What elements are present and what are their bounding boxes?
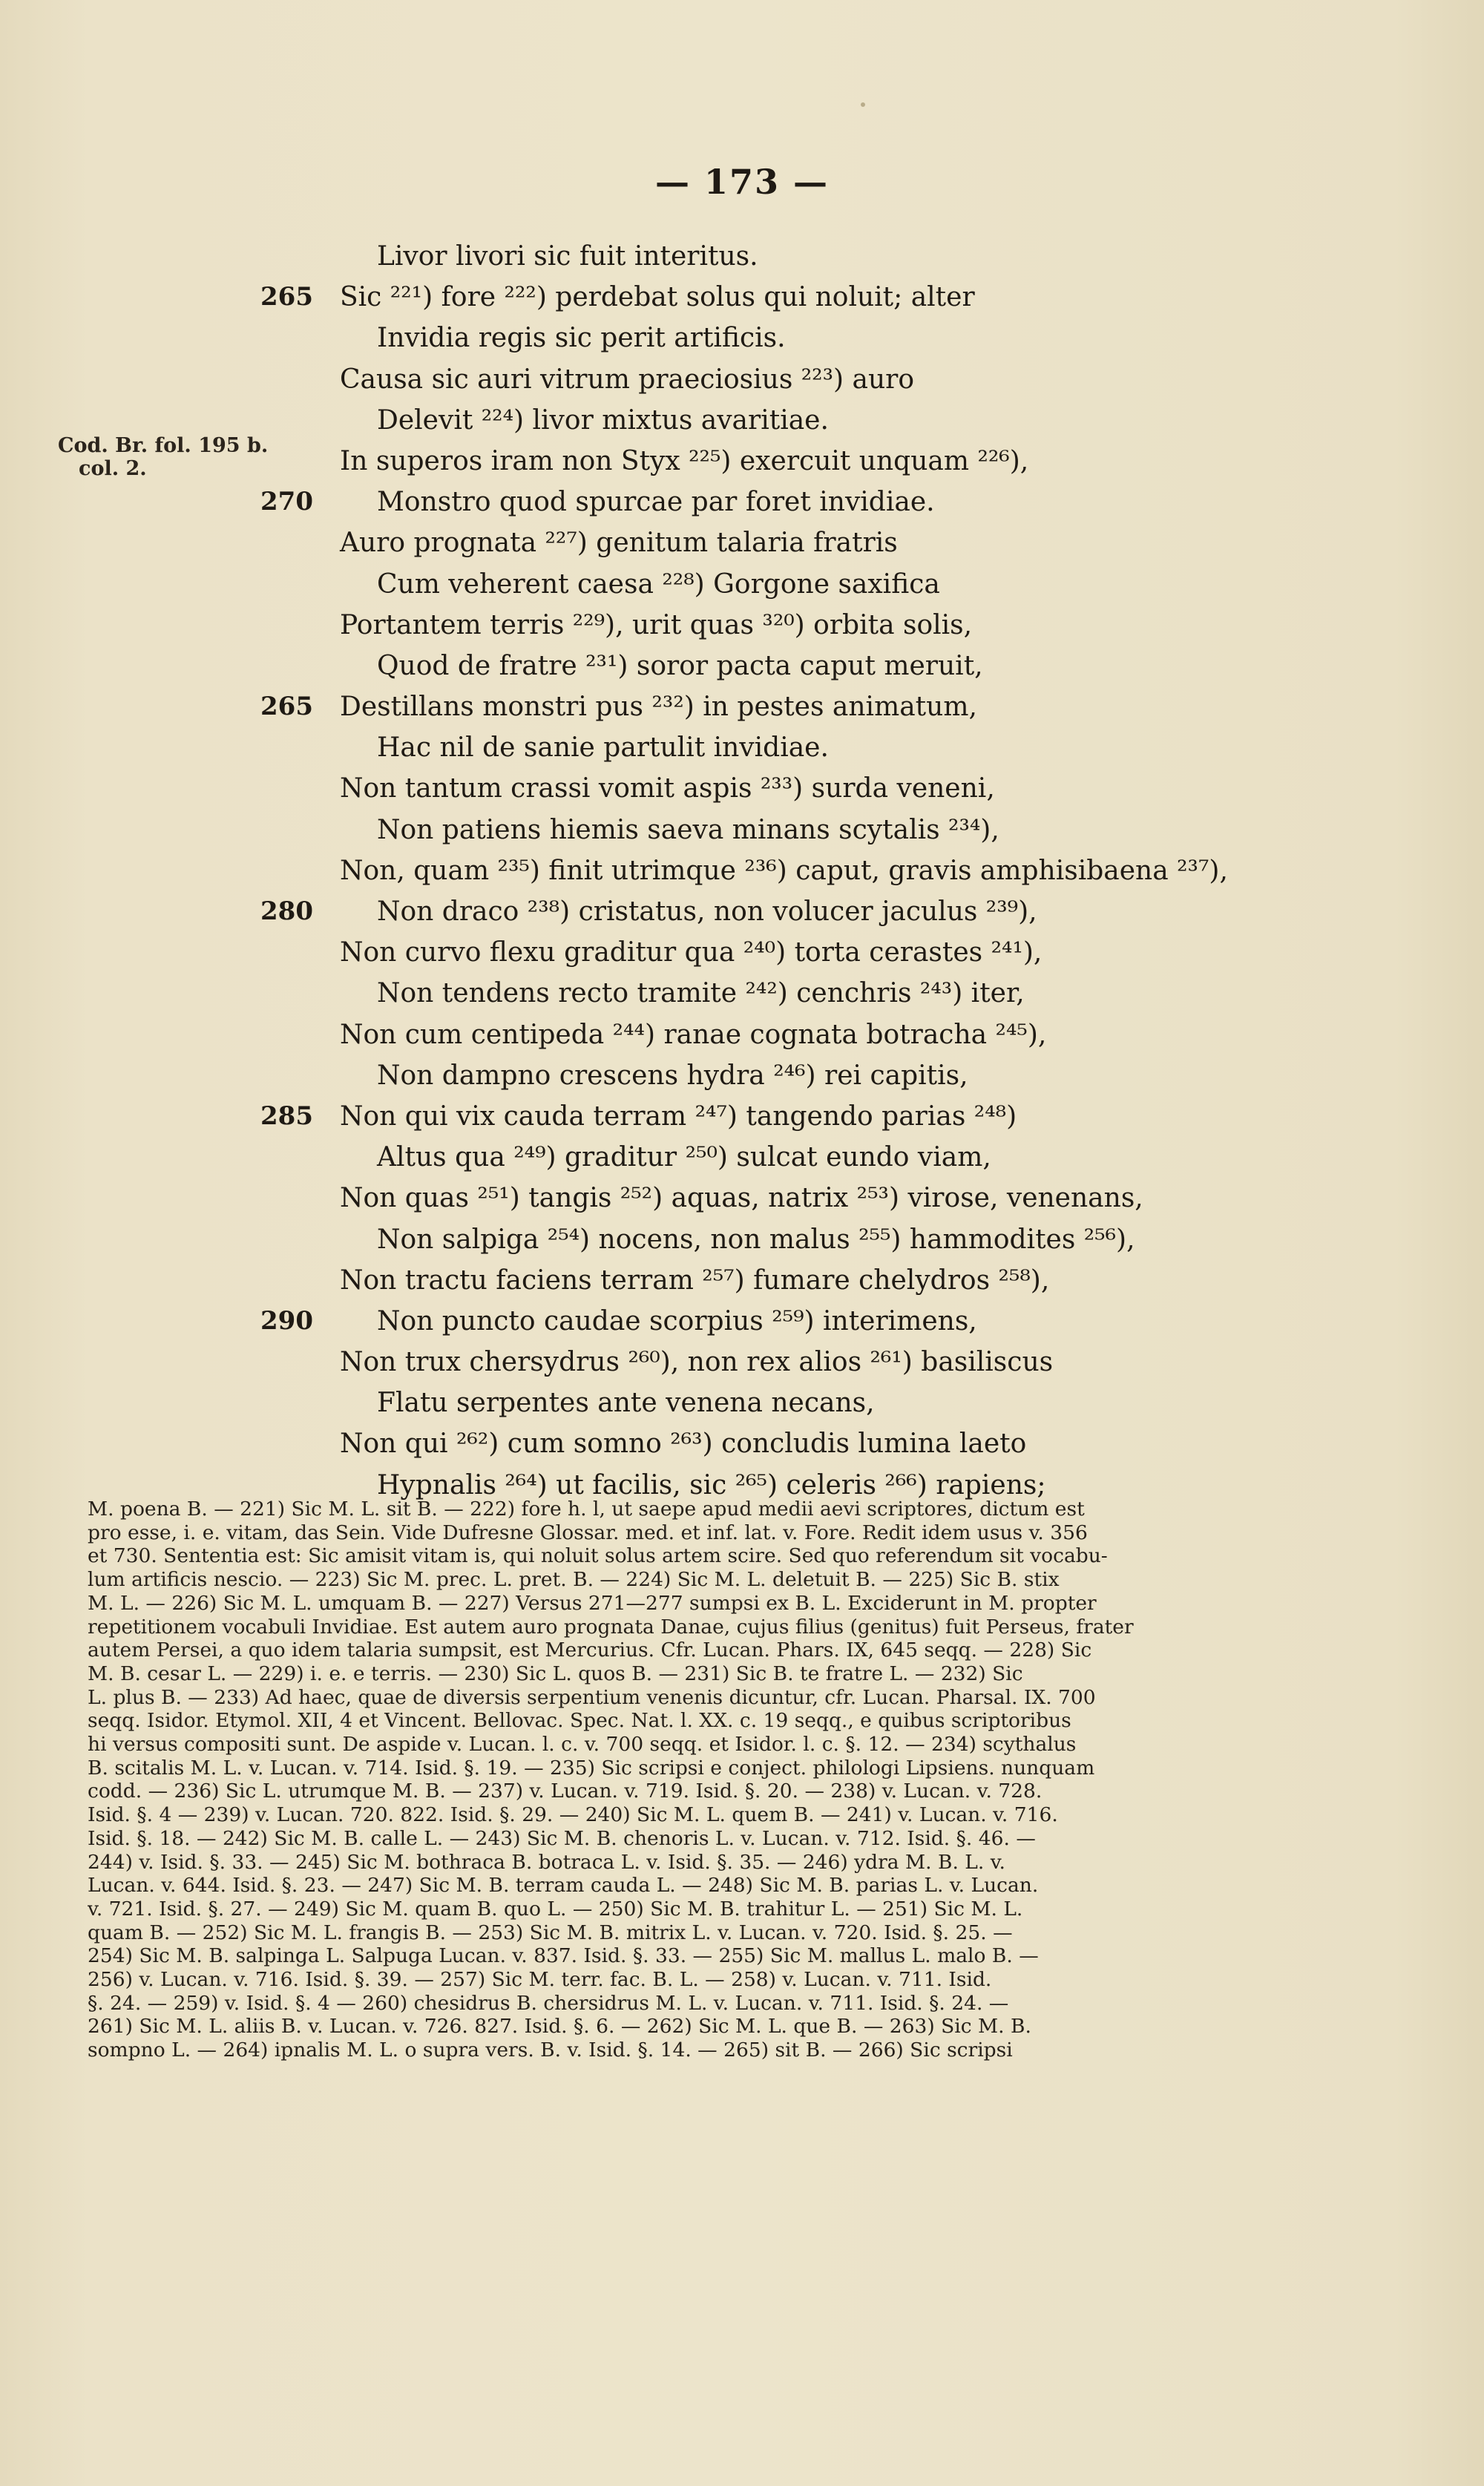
verse-text-line: Sic ²²¹) fore ²²²) perdebat solus qui noluit; alter (340, 282, 975, 313)
footnotes (88, 1498, 1349, 2062)
footnote-line: codd. — 236) Sic L. utrumque M. B. — 237) v. Lucan. v. 719. Isid. §. 20. — 238) v. Lucan. v. 728. (88, 1780, 1043, 1803)
verse-line (0, 850, 1484, 891)
verse-line (0, 891, 1484, 932)
verse-text-line: Flatu serpentes ante venena necans, (377, 1388, 875, 1419)
footnote-line: Isid. §. 4 — 239) v. Lucan. 720. 822. Isid. §. 29. — 240) Sic M. L. quem B. — 241) v. Lucan. v. 716. (88, 1803, 1058, 1827)
verse-text-line: Non tractu faciens terram ²⁵⁷) fumare chelydros ²⁵⁸), (340, 1265, 1050, 1296)
verse-line (0, 686, 1484, 727)
verse-text-line: Non qui vix cauda terram ²⁴⁷) tangendo parias ²⁴⁸) (340, 1101, 1017, 1132)
verse-line (0, 400, 1484, 441)
verse-number: 270 (260, 487, 313, 517)
footnote-line: 254) Sic M. B. salpinga L. Salpuga Lucan. v. 837. Isid. §. 33. — 255) Sic M. mallus L. malo B. — (88, 1944, 1039, 1968)
verse-text-line: Livor livori sic fuit interitus. (377, 241, 758, 272)
verse-line (0, 522, 1484, 563)
footnote-line: v. 721. Isid. §. 27. — 249) Sic M. quam B. quo L. — 250) Sic M. B. trahitur L. — 251) Sic M. L. (88, 1897, 1023, 1921)
verse-text-line: Non patiens hiemis saeva minans scytalis ²³⁴), (377, 814, 999, 845)
manuscript-reference-line: Cod. Br. fol. 195 b. (58, 434, 269, 457)
footnote-line: sompno L. — 264) ipnalis M. L. o supra vers. B. v. Isid. §. 14. — 265) sit B. — 266) Sic scripsi (88, 2039, 1013, 2062)
verse-number: 285 (260, 1101, 313, 1131)
verse-text-line: Non salpiga ²⁵⁴) nocens, non malus ²⁵⁵) hammodites ²⁵⁶), (377, 1224, 1135, 1255)
verse-text-line: Auro prognata ²²⁷) genitum talaria fratris (340, 528, 898, 559)
verse-line (0, 1055, 1484, 1096)
verse-text-line: Non draco ²³⁸) cristatus, non volucer jaculus ²³⁹), (377, 896, 1037, 927)
verse-number: 265 (260, 692, 313, 722)
verse-text-line: Quod de fratre ²³¹) soror pacta caput meruit, (377, 650, 983, 681)
footnote-line: §. 24. — 259) v. Isid. §. 4 — 260) chesidrus B. chersidrus M. L. v. Lucan. v. 711. Isid. §. 24. — (88, 1991, 1009, 2015)
verse-line (0, 1178, 1484, 1219)
footnote-line: M. L. — 226) Sic M. L. umquam B. — 227) Versus 271—277 sumpsi ex B. L. Exciderunt in M. propter (88, 1591, 1097, 1615)
verse-text (0, 236, 1484, 1506)
verse-line (0, 810, 1484, 850)
verse-text-line: Cum veherent caesa ²²⁸) Gorgone saxifica (377, 568, 940, 600)
footnote-line: L. plus B. — 233) Ad haec, quae de diversis serpentium venenis dicuntur, cfr. Lucan. Pharsal. IX. 700 (88, 1685, 1096, 1709)
footnote-line: seqq. Isidor. Etymol. XII, 4 et Vincent. Bellovac. Spec. Nat. l. XX. c. 19 seqq., e quibus scriptoribus (88, 1709, 1071, 1733)
footnote-line: quam B. — 252) Sic M. L. frangis B. — 253) Sic M. B. mitrix L. v. Lucan. v. 720. Isid. §. 25. — (88, 1921, 1013, 1944)
verse-text-line: Destillans monstri pus ²³²) in pestes animatum, (340, 692, 977, 723)
verse-text-line: In superos iram non Styx ²²⁵) exercuit unquam ²²⁶), (340, 445, 1029, 476)
footnote-line: M. B. cesar L. — 229) i. e. e terris. — 230) Sic L. quos B. — 231) Sic B. te fratre L. — 232) Sic (88, 1662, 1023, 1685)
verse-line (0, 1137, 1484, 1178)
verse-text-line: Hac nil de sanie partulit invidiae. (377, 732, 829, 764)
verse-text-line: Non, quam ²³⁵) finit utrimque ²³⁶) caput, gravis amphisibaena ²³⁷), (340, 855, 1228, 886)
footnote-line: 256) v. Lucan. v. 716. Isid. §. 39. — 257) Sic M. terr. fac. B. L. — 258) v. Lucan. v. 711. Isid. (88, 1968, 992, 1992)
verse-line (0, 1219, 1484, 1260)
verse-number: 265 (260, 282, 313, 312)
verse-line (0, 646, 1484, 686)
manuscript-reference-line: col. 2. (79, 457, 147, 480)
footnote-line: repetitionem vocabuli Invidiae. Est autem auro prognata Danae, cujus filius (genitus) fuit Perseus, frater (88, 1615, 1134, 1639)
verse-line (0, 932, 1484, 973)
page-number: — 173 — (654, 162, 830, 202)
verse-line (0, 768, 1484, 809)
verse-text-line: Hypnalis ²⁶⁴) ut facilis, sic ²⁶⁵) celeris ²⁶⁶) rapiens; (377, 1469, 1046, 1501)
footnote-line: Lucan. v. 644. Isid. §. 23. — 247) Sic M. B. terram cauda L. — 248) Sic M. B. parias L. v. Lucan. (88, 1874, 1039, 1898)
verse-line (0, 318, 1484, 358)
verse-line (0, 1301, 1484, 1342)
verse-number: 290 (260, 1305, 313, 1336)
verse-line (0, 564, 1484, 605)
verse-text-line: Causa sic auri vitrum praeciosius ²²³) auro (340, 364, 915, 395)
verse-text-line: Altus qua ²⁴⁹) graditur ²⁵⁰) sulcat eundo viam, (377, 1142, 991, 1173)
verse-text-line: Non curvo flexu graditur qua ²⁴⁰) torta cerastes ²⁴¹), (340, 937, 1043, 968)
verse-text-line: Monstro quod spurcae par foret invidiae. (377, 487, 935, 518)
verse-text-line: Non trux chersydrus ²⁶⁰), non rex alios ²⁶¹) basiliscus (340, 1347, 1054, 1378)
verse-text-line: Portantem terris ²²⁹), urit quas ³²⁰) orbita solis, (340, 609, 973, 640)
verse-text-line: Non qui ²⁶²) cum somno ²⁶³) concludis lumina laeto (340, 1429, 1027, 1460)
footnote-line: M. poena B. — 221) Sic M. L. sit B. — 222) fore h. l, ut saepe apud medii aevi scriptores, dictum est (88, 1498, 1085, 1521)
verse-line (0, 1096, 1484, 1137)
paper-spot (861, 102, 865, 107)
verse-text-line: Invidia regis sic perit artificis. (377, 323, 786, 354)
verse-line (0, 605, 1484, 646)
footnote-line: 261) Sic M. L. aliis B. v. Lucan. v. 726. 827. Isid. §. 6. — 262) Sic M. L. que B. — 263) Sic M. B. (88, 2015, 1031, 2039)
footnote-line: 244) v. Isid. §. 33. — 245) Sic M. bothraca B. botraca L. v. Isid. §. 35. — 246) ydra M. B. L. v. (88, 1850, 1005, 1874)
footnote-line: lum artificis nescio. — 223) Sic M. prec. L. pret. B. — 224) Sic M. L. deletuit B. — 225) Sic B. stix (88, 1568, 1060, 1592)
verse-line (0, 1383, 1484, 1423)
verse-line (0, 441, 1484, 482)
verse-text-line: Non cum centipeda ²⁴⁴) ranae cognata botracha ²⁴⁵), (340, 1019, 1047, 1050)
verse-text-line: Non quas ²⁵¹) tangis ²⁵²) aquas, natrix ²⁵³) virose, venenans, (340, 1183, 1143, 1214)
footnote-line: pro esse, i. e. vitam, das Sein. Vide Dufresne Glossar. med. et inf. lat. v. Fore. Redit idem usus v. 356 (88, 1521, 1088, 1544)
verse-text-line: Non puncto caudae scorpius ²⁵⁹) interimens, (377, 1305, 977, 1337)
footnote-line: et 730. Sententia est: Sic amisit vitam is, qui noluit solus artem scire. Sed quo referendum sit vocabu- (88, 1544, 1108, 1568)
verse-line (0, 973, 1484, 1014)
verse-text-line: Delevit ²²⁴) livor mixtus avaritiae. (377, 404, 829, 436)
verse-text-line: Non dampno crescens hydra ²⁴⁶) rei capitis, (377, 1060, 968, 1091)
footnote-line: B. scitalis M. L. v. Lucan. v. 714. Isid. §. 19. — 235) Sic scripsi e conject. philologi Lipsiens. nunquam (88, 1756, 1095, 1780)
verse-line (0, 482, 1484, 522)
verse-text-line: Non tendens recto tramite ²⁴²) cenchris ²⁴³) iter, (377, 978, 1025, 1009)
verse-line (0, 359, 1484, 400)
footnote-line: Isid. §. 18. — 242) Sic M. B. calle L. — 243) Sic M. B. chenoris L. v. Lucan. v. 712. Isid. §. 46. — (88, 1826, 1036, 1850)
verse-line (0, 1260, 1484, 1301)
verse-text-line: Non tantum crassi vomit aspis ²³³) surda veneni, (340, 773, 995, 804)
verse-number: 280 (260, 896, 313, 926)
verse-line (0, 1014, 1484, 1055)
footnote-line: autem Persei, a quo idem talaria sumpsit, est Mercurius. Cfr. Lucan. Phars. IX, 645 seqq. — 228) Sic (88, 1639, 1092, 1662)
footnote-line: hi versus compositi sunt. De aspide v. Lucan. l. c. v. 700 seqq. et Isidor. l. c. §. 12. — 234) scythalus (88, 1733, 1077, 1757)
verse-line (0, 1423, 1484, 1464)
verse-line (0, 727, 1484, 768)
verse-line (0, 236, 1484, 277)
verse-line (0, 277, 1484, 318)
verse-line (0, 1342, 1484, 1383)
